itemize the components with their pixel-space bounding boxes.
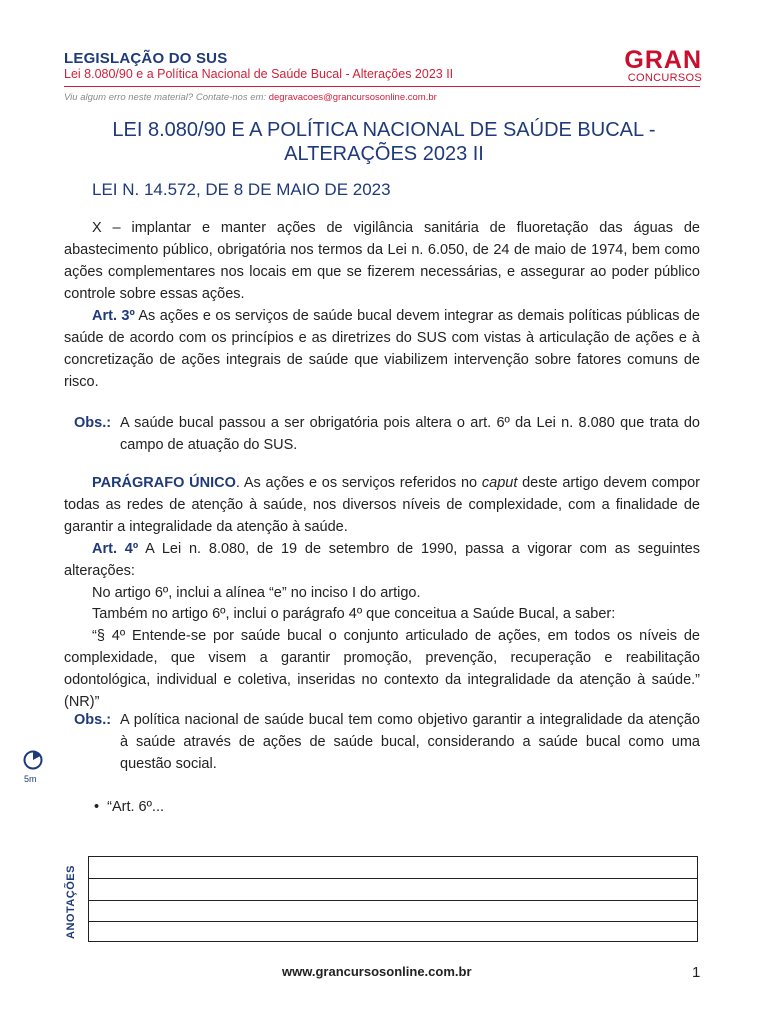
obs-1-label: Obs.: [74, 415, 112, 431]
header-subtitle: Lei 8.080/90 e a Política Nacional de Saúde Bucal - Alterações 2023 II [64, 67, 454, 81]
caput-term: caput [481, 475, 518, 491]
paragraph-art-4 [64, 538, 700, 582]
annotation-line [89, 921, 697, 922]
title-line-1: LEI 8.080/90 E A POLÍTICA NACIONAL DE SAÚDE BUCAL - [112, 119, 656, 141]
obs-1-text: A saúde bucal passou a ser obrigatória pois altera o art. 6º da Lei n. 8.080 que trata do campo de atuação do SUS. [120, 415, 700, 453]
annotation-line [89, 900, 697, 901]
paragraph-art-3 [64, 305, 700, 393]
paragrafo-text-2: deste artigo devem compor todas as redes de atenção à saúde, nos diversos níveis de complexidade, com a finalidade de garantir a integralidade da atenção à saúde. [64, 475, 701, 535]
header-divider [64, 86, 700, 87]
art-4-line-2: Também no artigo 6º, inclui o parágrafo 4º que conceitua a Saúde Bucal, a saber: [92, 606, 616, 622]
art-4-text: A Lei n. 8.080, de 19 de setembro de 1990, passa a vigorar com as seguintes alterações: [64, 541, 700, 579]
paragrafo-unico-label: PARÁGRAFO ÚNICO [92, 475, 236, 491]
annotations-label-text: ANOTAÇÕES [64, 865, 77, 939]
bullet-text: “Art. 6º... [107, 799, 165, 815]
footer-website-link[interactable]: www.grancursosonline.com.br [282, 964, 472, 979]
contact-email-link[interactable]: degravacoes@grancursosonline.com.br [268, 92, 437, 103]
contact-prefix: Viu algum erro neste material? Contate-nos em: [64, 92, 269, 103]
obs-2-text: A política nacional de saúde bucal tem como objetivo garantir a integralidade da atenção à saúde através de ações de saúde bucal, considerando a saúde bucal como uma questão social. [120, 712, 700, 772]
paragraph-unico [64, 472, 700, 538]
annotations-box[interactable] [88, 856, 698, 942]
logo-sub-text: CONCURSOS [627, 72, 702, 84]
art-4-label: Art. 4º [92, 541, 139, 557]
law-heading: LEI N. 14.572, DE 8 DE MAIO DE 2023 [92, 180, 391, 199]
timer-icon [22, 748, 44, 770]
art-3-label: Art. 3º [92, 308, 135, 324]
paragrafo-text-1: . As ações e os serviços referidos no [235, 475, 482, 491]
art-4-quote: “§ 4º Entende-se por saúde bucal o conjunto articulado de ações, em todos os níveis de complexidade, que visem a garantir promoção, prevenção, recuperação e reabilitação odontológica, individual e coletiva, inseridas no contexto da integralidade da atenção à saúde.” (NR)” [64, 628, 700, 710]
art-4-line-1: No artigo 6º, inclui a alínea “e” no inciso I do artigo. [92, 585, 421, 601]
page-title [90, 118, 678, 166]
header-contact [64, 92, 437, 103]
annotation-line [89, 878, 697, 879]
art-3-text: As ações e os serviços de saúde bucal devem integrar as demais políticas públicas de saúde de acordo com os princípios e as diretrizes do SUS com vistas à articulação de ações e à concretização de ações integrais de saúde que viabilizem intervenção sobre fatores comuns de risco. [64, 308, 700, 390]
header-section-title: LEGISLAÇÃO DO SUS [64, 50, 228, 67]
logo-main-text: GRAN [624, 46, 702, 74]
gran-logo [618, 48, 702, 84]
page-number: 1 [692, 964, 701, 981]
paragraph-inciso-x: X – implantar e manter ações de vigilância sanitária de fluoretação das águas de abastecimento público, obrigatória nos termos da Lei n. 6.050, de 24 de maio de 1974, bem como ações complementares nos locais em que se fizerem necessárias, e assegurar ao poder público controle sobre essas ações. [64, 220, 700, 302]
bullet-dot-icon: • [94, 799, 100, 815]
timer-label: 5m [24, 774, 37, 784]
title-line-2: ALTERAÇÕES 2023 II [284, 143, 484, 165]
annotations-label [50, 865, 90, 940]
bullet-item [94, 796, 164, 818]
obs-2-label: Obs.: [74, 712, 112, 728]
